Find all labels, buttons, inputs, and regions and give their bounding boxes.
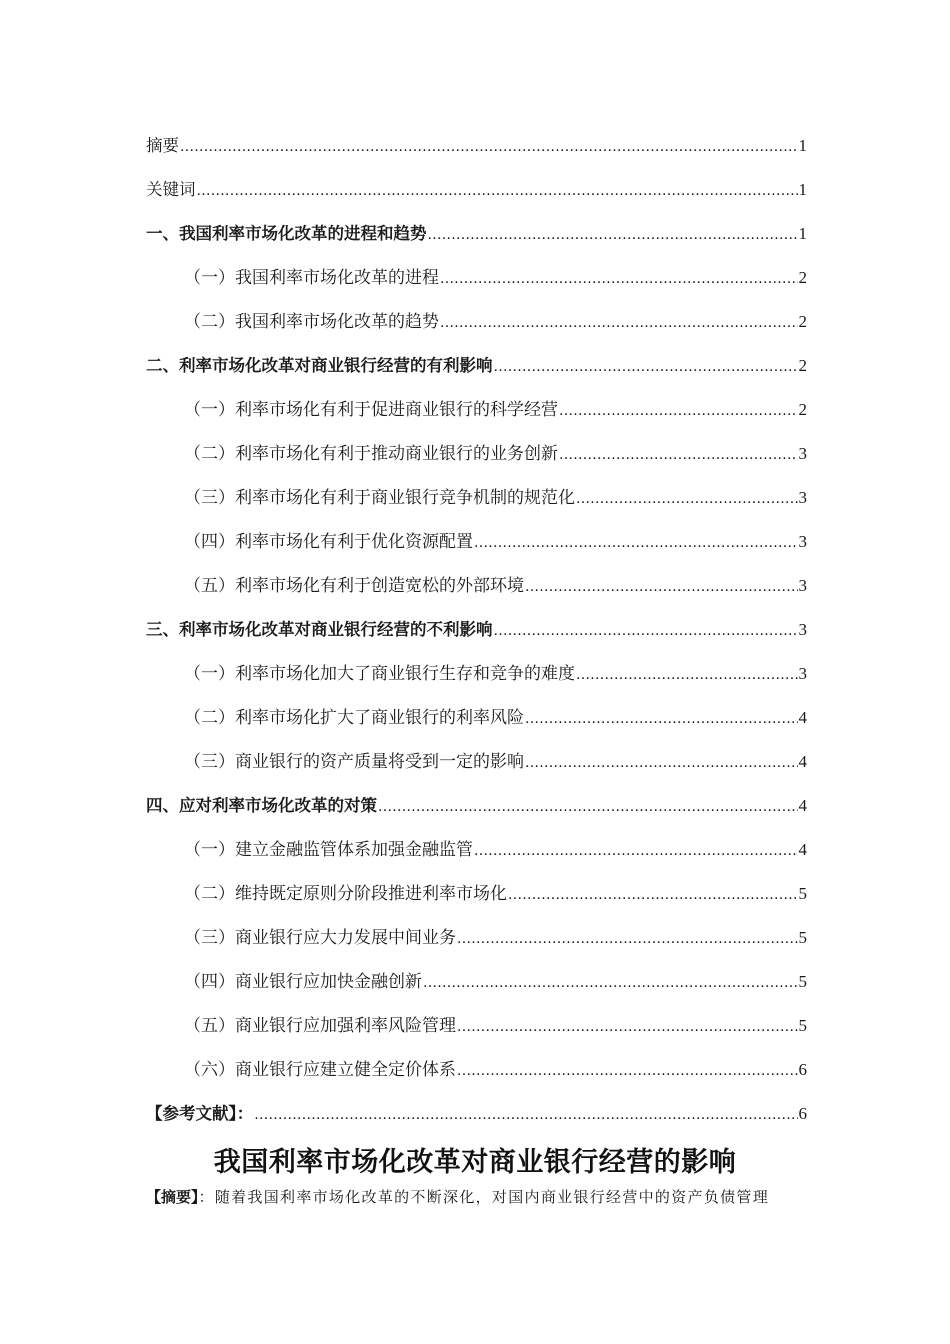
toc-dot-leader (423, 972, 798, 994)
toc-entry[interactable] (146, 334, 807, 378)
toc-dot-leader (559, 444, 798, 466)
toc-page-number: 1 (798, 136, 807, 155)
toc-page-number: 5 (798, 884, 807, 903)
toc-entry[interactable] (146, 906, 807, 950)
toc-entry[interactable] (146, 730, 807, 774)
toc-page-number: 3 (798, 532, 807, 551)
toc-page-number: 2 (798, 400, 807, 419)
toc-entry[interactable] (146, 1038, 807, 1082)
toc-entry-title: （四）利率市场化有利于优化资源配置 (184, 532, 473, 552)
toc-dot-leader (180, 136, 798, 158)
toc-entry[interactable] (146, 422, 807, 466)
toc-entry-title: （二）利率市场化有利于推动商业银行的业务创新 (184, 444, 558, 464)
toc-dot-leader (457, 928, 798, 950)
toc-dot-leader (457, 1060, 798, 1082)
toc-page-number: 3 (798, 620, 807, 639)
toc-page-number: 5 (798, 928, 807, 947)
toc-page-number: 6 (798, 1104, 807, 1123)
toc-entry[interactable] (146, 290, 807, 334)
toc-entry-title: （六）商业银行应建立健全定价体系 (184, 1060, 456, 1080)
abstract-label: 【摘要】 (146, 1188, 199, 1206)
toc-entry-title: （一）利率市场化加大了商业银行生存和竞争的难度 (184, 664, 575, 684)
toc-entry-title: 三、利率市场化改革对商业银行经营的不利影响 (146, 620, 493, 639)
toc-entry-title: 二、利率市场化改革对商业银行经营的有利影响 (146, 356, 493, 375)
toc-dot-leader (559, 400, 798, 422)
toc-dot-leader (474, 532, 798, 554)
toc-dot-leader (197, 180, 798, 202)
document-title: 我国利率市场化改革对商业银行经营的影响 (213, 1147, 737, 1178)
toc-entry[interactable] (146, 202, 807, 246)
toc-entry[interactable] (146, 1082, 807, 1126)
toc-dot-leader (508, 884, 798, 906)
toc-entry[interactable] (146, 510, 807, 554)
toc-dot-leader (576, 488, 798, 510)
toc-entry-title: （五）商业银行应加强利率风险管理 (184, 1016, 456, 1036)
toc-page-number: 1 (798, 224, 807, 243)
toc-entry[interactable] (146, 114, 807, 158)
toc-dot-leader (440, 268, 798, 290)
toc-entry-title: （三）商业银行应大力发展中间业务 (184, 928, 456, 948)
toc-page-number: 5 (798, 1016, 807, 1035)
toc-entry-title: （五）利率市场化有利于创造宽松的外部环境 (184, 576, 524, 596)
toc-entry[interactable] (146, 994, 807, 1038)
toc-entry[interactable] (146, 862, 807, 906)
toc-entry[interactable] (146, 642, 807, 686)
toc-dot-leader (494, 356, 798, 378)
toc-entry[interactable] (146, 378, 807, 422)
toc-dot-leader (525, 576, 798, 598)
toc-entry[interactable] (146, 686, 807, 730)
toc-page-number: 2 (798, 312, 807, 331)
toc-page-number: 3 (798, 664, 807, 683)
toc-dot-leader (576, 664, 798, 686)
toc-entry-title: 一、我国利率市场化改革的进程和趋势 (146, 224, 427, 243)
toc-dot-leader (494, 620, 798, 642)
toc-page-number: 4 (798, 752, 807, 771)
toc-entry-title: （四）商业银行应加快金融创新 (184, 972, 422, 992)
toc-page-number: 6 (798, 1060, 807, 1079)
toc-entry-title: 关键词 (146, 180, 196, 199)
toc-page-number: 3 (798, 488, 807, 507)
toc-dot-leader (474, 840, 798, 862)
toc-dot-leader (378, 796, 798, 818)
toc-entry[interactable] (146, 774, 807, 818)
toc-page-number: 2 (798, 356, 807, 375)
toc-dot-leader (254, 1104, 797, 1126)
table-of-contents (146, 114, 807, 1126)
toc-entry-title: （二）利率市场化扩大了商业银行的利率风险 (184, 708, 524, 728)
toc-entry-title: （三）商业银行的资产质量将受到一定的影响 (184, 752, 524, 772)
toc-entry[interactable] (146, 598, 807, 642)
toc-entry-title: （二）我国利率市场化改革的趋势 (184, 312, 439, 332)
toc-dot-leader (428, 224, 798, 246)
toc-page-number: 2 (798, 268, 807, 287)
toc-page-number: 4 (798, 796, 807, 815)
toc-entry[interactable] (146, 246, 807, 290)
toc-entry-title: 四、应对利率市场化改革的对策 (146, 796, 377, 815)
toc-entry[interactable] (146, 818, 807, 862)
toc-entry[interactable] (146, 466, 807, 510)
toc-page-number: 3 (798, 576, 807, 595)
toc-entry[interactable] (146, 554, 807, 598)
toc-dot-leader (525, 752, 798, 774)
toc-page-number: 4 (798, 840, 807, 859)
abstract-paragraph (146, 1186, 826, 1207)
toc-entry[interactable] (146, 158, 807, 202)
toc-entry[interactable] (146, 950, 807, 994)
toc-dot-leader (525, 708, 798, 730)
toc-entry-title: 摘要 (146, 136, 179, 155)
toc-page-number: 5 (798, 972, 807, 991)
toc-entry-title: （三）利率市场化有利于商业银行竞争机制的规范化 (184, 488, 575, 508)
toc-page-number: 1 (798, 180, 807, 199)
toc-entry-title: 【参考文献】： (146, 1104, 254, 1123)
abstract-text: ：随着我国利率市场化改革的不断深化，对国内商业银行经营中的资产负债管理 (198, 1188, 770, 1206)
toc-entry-title: （一）利率市场化有利于促进商业银行的科学经营 (184, 400, 558, 420)
toc-entry-title: （一）建立金融监管体系加强金融监管 (184, 840, 473, 860)
toc-page-number: 3 (798, 444, 807, 463)
toc-entry-title: （一）我国利率市场化改革的进程 (184, 268, 439, 288)
toc-dot-leader (457, 1016, 798, 1038)
toc-entry-title: （二）维持既定原则分阶段推进利率市场化 (184, 884, 507, 904)
toc-dot-leader (440, 312, 798, 334)
toc-page-number: 4 (798, 708, 807, 727)
